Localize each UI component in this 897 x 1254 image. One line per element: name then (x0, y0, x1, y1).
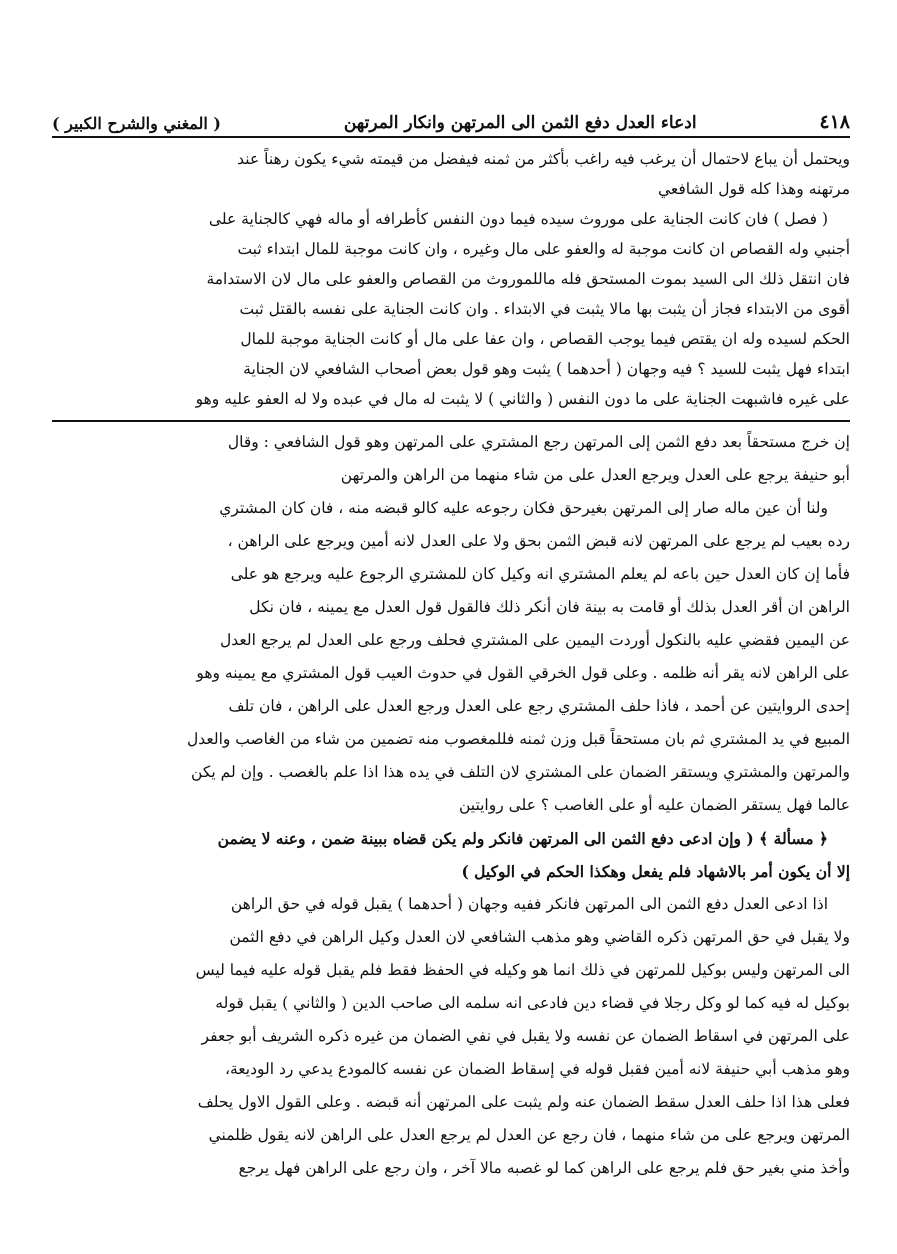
text-line: عالما فهل يستقر الضمان عليه أو على الغاصب ؟ على روايتين (458, 796, 850, 814)
text-line: المبيع في يد المشتري ثم بان مستحقاً قبل وزن ثمنه فللمغصوب منه تضمين من شاء من الغاصب والعدل (186, 730, 850, 748)
text-line: على المرتهن في اسقاط الضمان عن نفسه ولا يقبل في نفي الضمان من غيره ذكره الشريف أبو جعفر (201, 1027, 850, 1045)
text-line: والمرتهن والمشتري ويستقر الضمان على المشتري لان التلف في يده هذا اذا علم بالغصب . وإن لم يكن (191, 763, 850, 781)
text-line: وهو مذهب أبي حنيفة لانه أمين فقبل قوله في إسقاط الضمان عن نفسه كالمودع يدعي رد الوديعة، (224, 1060, 850, 1078)
text-line: عن اليمين فقضي عليه بالنكول أوردت اليمين على المشتري فحلف ورجع على العدل لم يرجع العدل (220, 631, 850, 649)
text-line: أجنبي وله القصاص ان كانت موجبة له والعفو على مال وغيره ، وان كانت موجبة للمال ابتداء ثبت (237, 240, 850, 258)
text-line: رده بعيب لم يرجع على المرتهن لانه قبض الثمن بحق ولا على العدل لانه أمين ويرجع على الراهن ، (227, 532, 850, 550)
text-line: اذا ادعى العدل دفع الثمن الى المرتهن فانكر ففيه وجهان ( أحدهما ) يقبل قوله في حق الراهن (230, 895, 828, 913)
text-line: ( فصل ) فان كانت الجناية على موروث سيده فيما دون النفس كأطرافه أو ماله فهي كالجناية على (208, 210, 828, 228)
text-line: ولا يقبل في حق المرتهن ذكره القاضي وهو مذهب الشافعي لان العدل وكيل الراهن في دفع الثمن (229, 928, 850, 946)
book-page (52, 92, 850, 1232)
text-line: إحدى الروايتين عن أحمد ، فاذا حلف المشتري رجع على العدل ورجع العدل على الراهن ، فان تلف (228, 697, 850, 715)
text-line: الحكم لسيده وله ان يقتص فيما يوجب القصاص ، وان عفا على مال أو كانت الجناية موجبة للمال (240, 330, 850, 348)
text-line: أقوى من الابتداء فجاز أن يثبت بها مالا يثبت في الابتداء . وان كانت الجناية على نفسه بالقتل ثبت (239, 300, 850, 318)
text-line: وأخذ مني بغير حق فلم يرجع على الراهن كما لو غصبه مالا آخر ، وان رجع على الراهن فهل يرجع (238, 1159, 850, 1177)
text-line: فان انتقل ذلك الى السيد بموت المستحق فله ماللموروث من القصاص والعفو على مال لان الاستدامة (206, 270, 850, 288)
text-line: على غيره فاشبهت الجناية على ما دون النفس ( والثاني ) لا يثبت له مال في عبده ولا له العفو عليه وهو (195, 390, 850, 408)
text-line: ولنا أن عين ماله صار إلى المرتهن بغيرحق فكان رجوعه عليه كالو قبضه منه ، فان كان المشتري (219, 499, 828, 517)
lower-text-block (52, 426, 850, 1185)
text-line: فعلى هذا اذا حلف العدل سقط الضمان عنه ولم يثبت على المرتهن أنه قبضه . وعلى القول الاول يحلف (197, 1093, 850, 1111)
book-title: ( المغني والشرح الكبير ) (52, 114, 221, 133)
text-line: على الراهن لانه يقر أنه ظلمه . وعلى قول الخرقي القول في حدوث العيب قول المشتري مع يمينه وهو (196, 664, 850, 682)
running-title: ادعاء العدل دفع الثمن الى المرتهن وانكار المرتهن (343, 113, 697, 133)
text-line: ابتداء فهل يثبت للسيد ؟ فيه وجهان ( أحدهما ) يثبت وهو قول بعض أصحاب الشافعي لان الجناية (243, 360, 850, 378)
page-number: ٤١٨ (819, 111, 850, 133)
text-line: إلا أن يكون أمر بالاشهاد فلم يفعل وهكذا الحكم في الوكيل ) (461, 862, 850, 881)
text-line: مرتهنه وهذا كله قول الشافعي (658, 180, 850, 198)
text-line: الى المرتهن وليس بوكيل للمرتهن في ذلك انما هو وكيله في الحفظ فقط فلم يقبل قوله عليه فيما ليس (195, 961, 850, 979)
text-line: بوكيل له فيه كما لو وكل رجلا في قضاء دين فادعى انه سلمه الى صاحب الدين ( والثاني ) يقبل قوله (215, 994, 850, 1012)
text-line: الراهن ان أقر العدل بذلك أو قامت به بينة فان أنكر ذلك فالقول قول العدل مع يمينه ، فان نكل (249, 598, 850, 616)
text-line: إن خرج مستحقاً بعد دفع الثمن إلى المرتهن رجع المشتري على المرتهن وهو قول الشافعي : وقال (227, 433, 850, 451)
running-header (52, 92, 850, 138)
text-line: المرتهن ويرجع على من شاء منهما ، فان رجع عن العدل لم يرجع العدل على الراهن لانه يقول ظلمني (208, 1126, 850, 1144)
masala-heading: ﴿ مسألة ﴾ ( وإن ادعى دفع الثمن الى المرتهن فانكر ولم يكن قضاه ببينة ضمن ، وعنه لا يضمن (217, 829, 828, 848)
section-divider (52, 420, 850, 422)
text-line: فأما إن كان العدل حين باعه لم يعلم المشتري انه وكيل كان للمشتري الرجوع عليه ويرجع هو على (230, 565, 850, 583)
text-line: ويحتمل أن يباع لاحتمال أن يرغب فيه راغب بأكثر من ثمنه فيفضل من قيمته شيء يكون رهناً عند (237, 150, 850, 168)
text-line: أبو حنيفة يرجع على العدل ويرجع العدل على من شاء منهما من الراهن والمرتهن (340, 466, 850, 484)
upper-text-block (52, 138, 850, 414)
